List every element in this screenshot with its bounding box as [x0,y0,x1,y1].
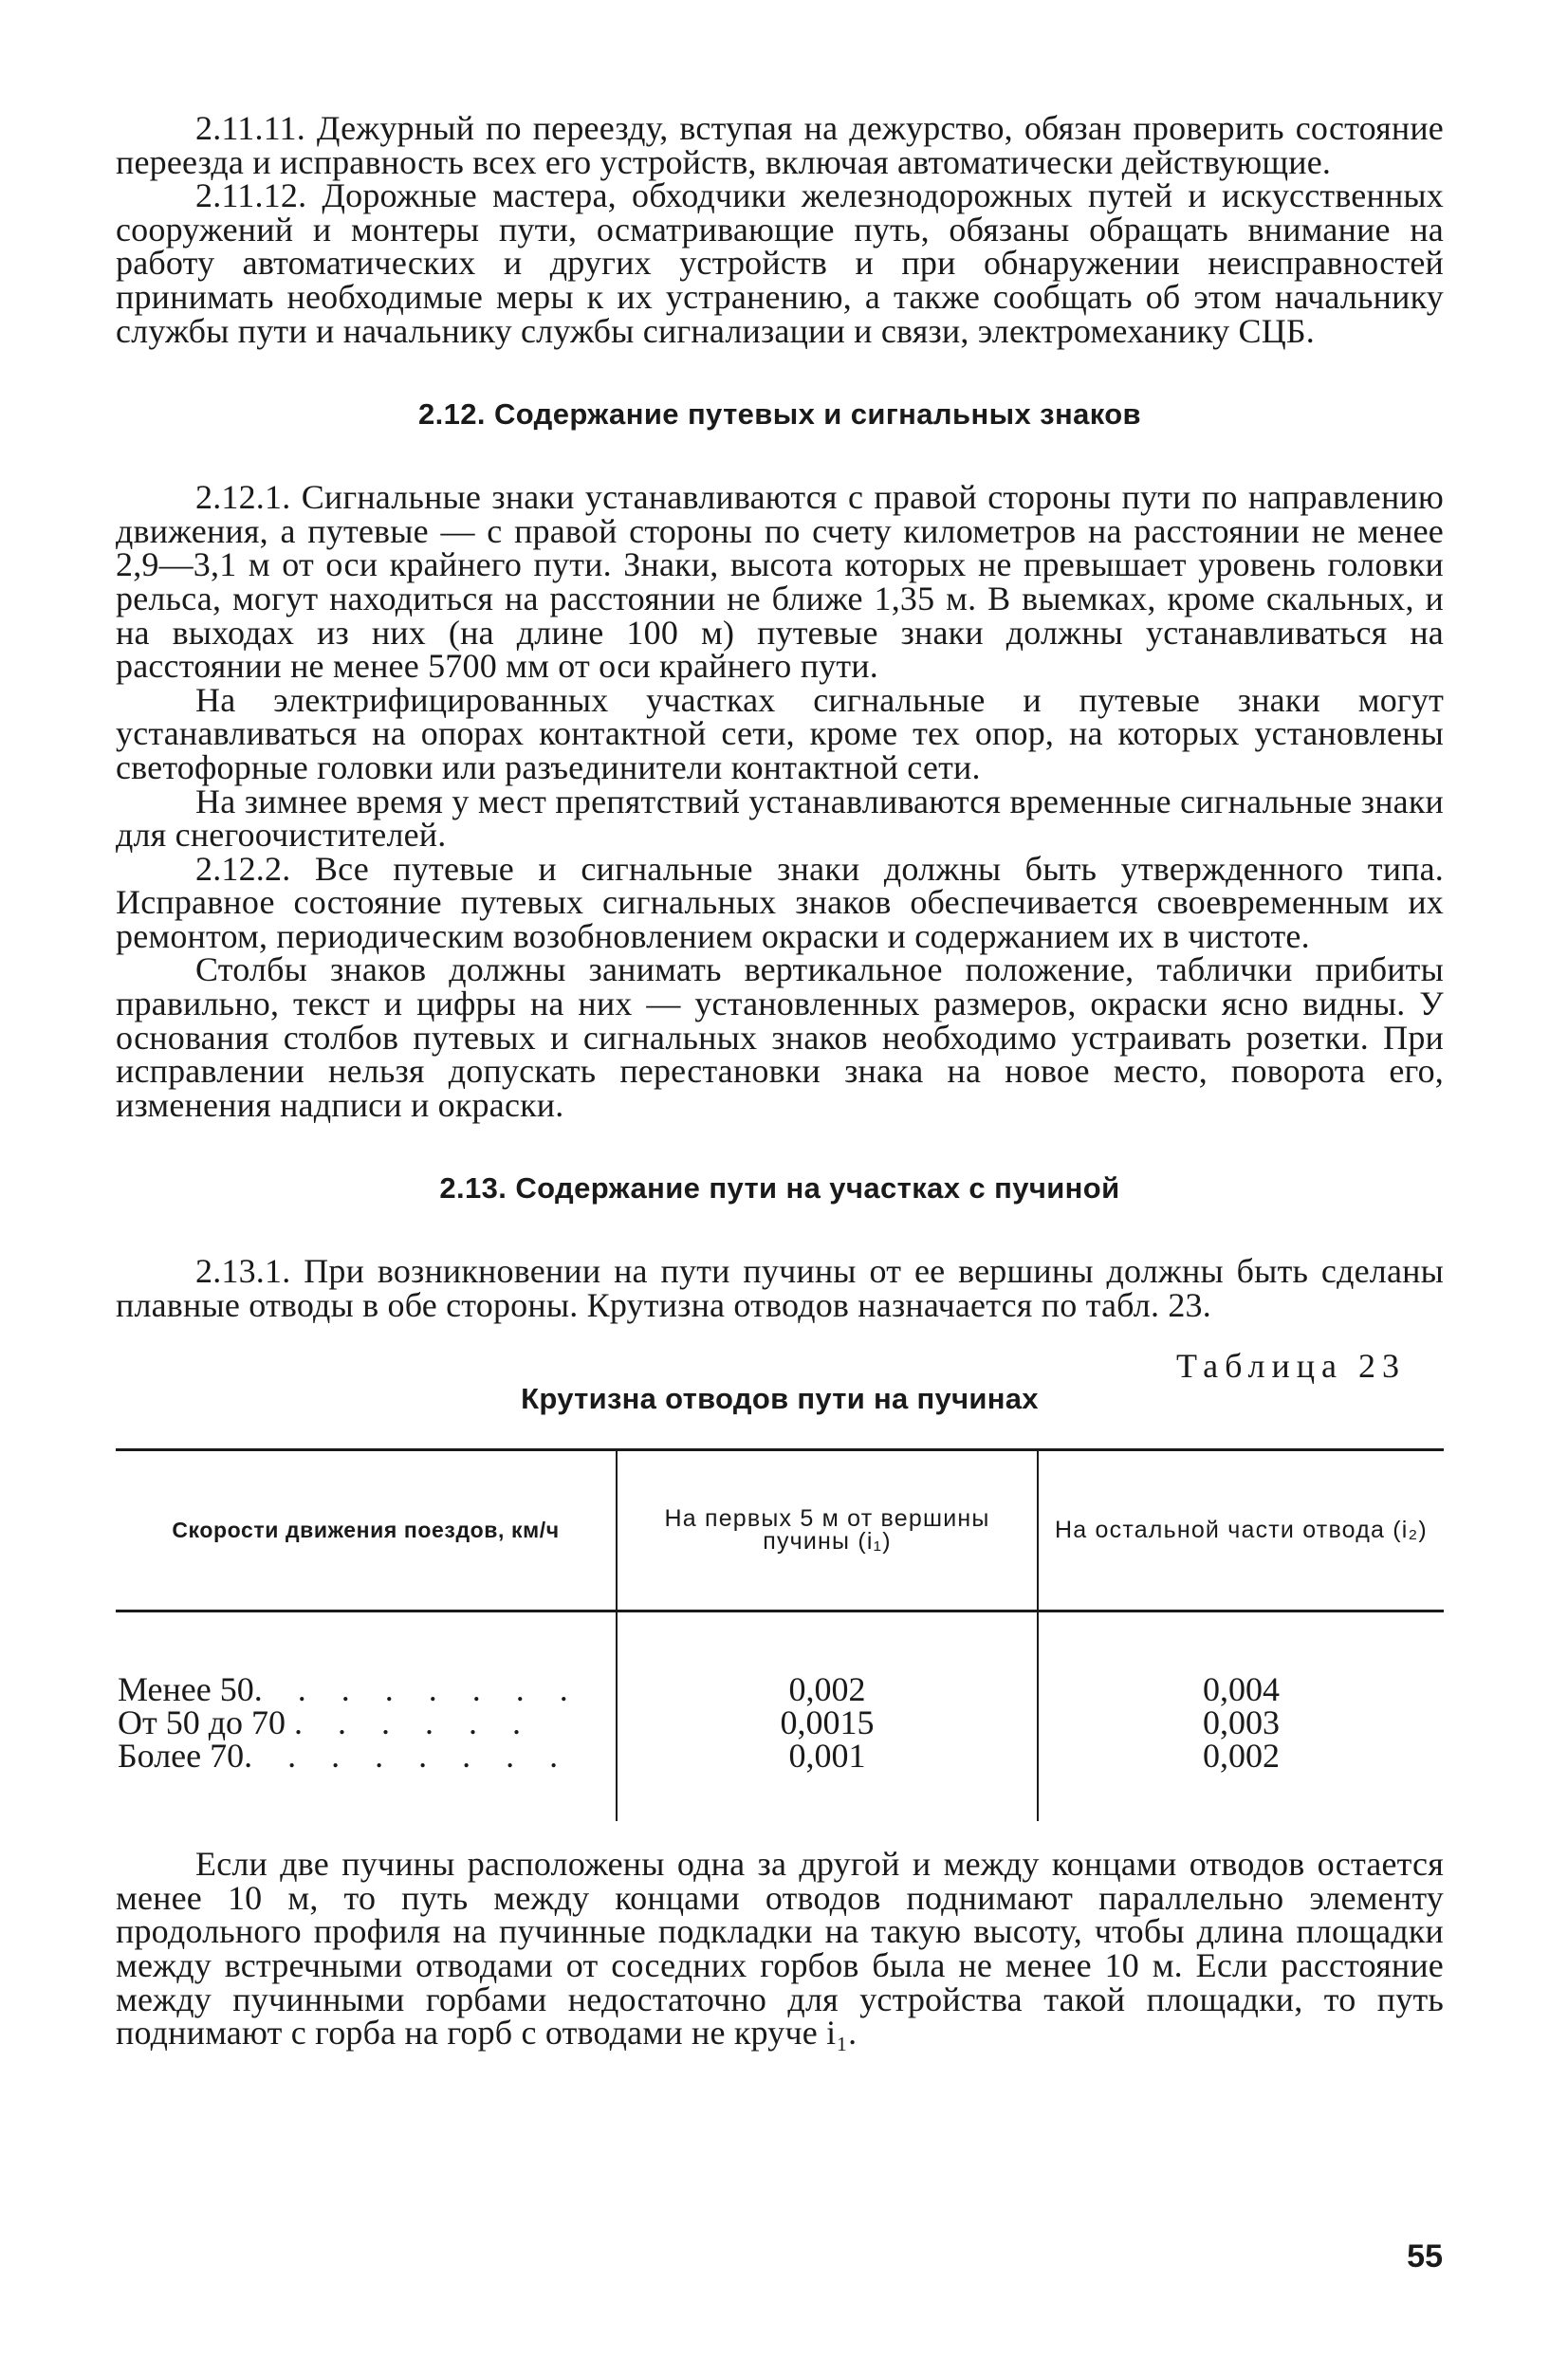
page-body [116,109,1444,2053]
header-rest: На остальной части отвода (i₂) [1038,1449,1444,1611]
paragraph-electrified: На электрифицированных участках сигнальные и путевые знаки могут устанавливаться на опорах контактной сети, кроме тех опор, на которых установлены светофорные головки или разъединители контактной сети. [116,680,1444,786]
i1-value: 0,001 [788,1736,866,1775]
paragraph-2-12-1: 2.12.1. Сигнальные знаки устанавливаются с правой стороны пути по направлению движения, а путевые — с правой стороны по счету километров на расстоянии не менее 2,9—3,1 м от оси крайнего пути. Знаки, высота которых не превышает уровень головки рельса, могут находиться на расстоянии не ближе 1,35 м. В выемках, кроме скальных, и на выходах из них (на длине 100 м) путевые знаки должны устанавливаться на расстоянии не менее 5700 мм от оси крайнего пути. [116,478,1444,686]
paragraph-2-11-12: 2.11.12. Дорожные мастера, обходчики железнодорожных путей и искусственных сооружений и монтеры пути, осматривающие путь, обязаны обращать внимание на работу автоматических и других устройств и при обнаружении неисправностей принимать необходимые меры к их устранению, а также сообщать об этом начальнику службы пути и начальнику службы сигнализации и связи, электромеханику СЦБ. [116,176,1444,350]
i2-value: 0,004 [1203,1669,1280,1708]
table-caption-block [116,1346,1444,1437]
page-number: 55 [1407,2238,1443,2274]
leader-dots: . . . . . . . . [244,1736,572,1775]
row-label-text: Более 70 [118,1736,245,1775]
table-title: Крутизна отводов пути на пучинах [521,1381,1039,1415]
paragraph-winter: На зимнее время у мест препятствий устанавливаются временные сигнальные знаки для снегоочистителей. [116,782,1444,855]
table-header-row [116,1449,1444,1611]
i1-value: 0,0015 [780,1703,875,1741]
header-first-5m: На первых 5 м от вершины пучины (i₁) [617,1449,1038,1611]
i1-column [617,1611,1038,1821]
section-heading-2-13: 2.13. Содержание пути на участках с пучиной [439,1171,1120,1206]
paragraph-2-13-1: 2.13.1. При возникновении на пути пучины от ее вершины должны быть сделаны плавные отводы в обе стороны. Крутизна отводов назначается по табл. 23. [116,1252,1444,1325]
table-row-label [118,1669,616,1708]
i1-value: 0,002 [788,1669,866,1708]
table-body-row [116,1611,1444,1821]
i2-column [1038,1611,1444,1821]
paragraph-2-11-11: 2.11.11. Дежурный по переезду, вступая на дежурство, обязан проверить состояние переезда и исправность всех его устройств, включая автоматически действующие. [116,109,1444,181]
paragraph-posts: Столбы знаков должны занимать вертикальное положение, таблички прибиты правильно, текст и цифры на них — установленных размеров, окраски ясно видны. У основания столбов путевых и сигнальных знаков необходимо устраивать розетки. При исправлении нельзя допускать перестановки знака на новое место, поворота его, изменения надписи и окраски. [116,950,1444,1124]
steepness-table [116,1448,1444,1822]
leader-dots: . . . . . . . . [253,1669,581,1708]
paragraph-two-heaves: Если две пучины расположены одна за другой и между концами отводов остается менее 10 м, то путь между концами отводов поднимают параллельно элементу продольного профиля на пучинные подкладки на такую высоту, чтобы длина площадки между встречными отводами от соседних горбов была не менее 10 м. Если расстояние между пучинными горбами недостаточно для устройства такой площадки, то путь поднимают с горба на горб с отводами не круче i₁. [116,1845,1444,2053]
paragraph-2-12-2: 2.12.2. Все путевые и сигнальные знаки должны быть утвержденного типа. Исправное состояние путевых сигнальных знаков обеспечивается своевременным их ремонтом, периодическим возобновлением окраски и содержанием их в чистоте. [116,849,1444,955]
header-speed: Скорости движения поездов, км/ч [116,1449,617,1611]
i2-value: 0,002 [1203,1736,1280,1775]
i2-value: 0,003 [1203,1703,1280,1741]
row-label-text: Менее 50 [118,1669,254,1708]
table-row-label [118,1736,616,1775]
section-heading-2-12: 2.12. Содержание путевых и сигнальных знаков [417,397,1142,432]
speed-column [116,1611,617,1821]
table-row-label [118,1703,616,1741]
leader-dots: . . . . . . [294,1703,535,1741]
table-caption: Таблица 23 [1176,1346,1406,1385]
row-label-text: От 50 до 70 [118,1703,286,1741]
